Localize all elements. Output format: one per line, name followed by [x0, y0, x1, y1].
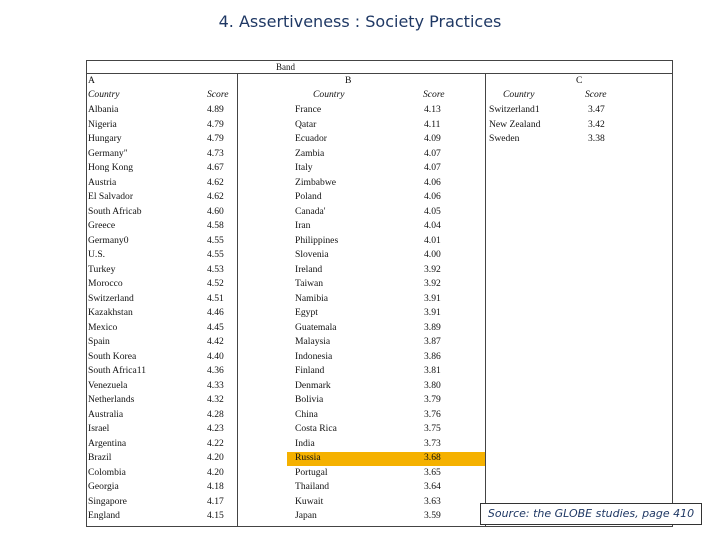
band-a-country-cell: Greece [88, 220, 116, 231]
band-a-score-cell: 4.89 [207, 104, 224, 115]
band-a-score-cell: 4.55 [207, 234, 224, 246]
band-b-country-cell: Egypt [295, 307, 318, 318]
band-b-country-cell: Taiwan [295, 278, 324, 289]
band-b-score-cell: 3.91 [424, 292, 441, 304]
band-a-score-cell: 4.20 [207, 466, 224, 478]
band-a-score-cell: 4.17 [207, 495, 224, 507]
band-a-score-cell: 4.73 [207, 147, 224, 159]
band-a-score-cell: 4.46 [207, 307, 224, 318]
band-a-score-cell: 4.58 [207, 220, 224, 231]
band-b-score-cell: 3.81 [424, 365, 441, 376]
band-b-country-cell: Malaysia [295, 336, 331, 347]
band-c-country-cell: New Zealand [489, 118, 541, 130]
band-b-country-cell: Costa Rica [295, 423, 337, 434]
band-b-score-cell: 3.59 [424, 510, 441, 521]
band-b-score-cell: 3.91 [424, 307, 441, 318]
source-note: Source: the GLOBE studies, page 410 [480, 503, 702, 525]
band-b-score-cell: 3.76 [424, 408, 441, 420]
band-a-score-cell: 4.79 [207, 118, 224, 130]
band-a-score-cell: 4.62 [207, 176, 224, 188]
band-a-score-cell: 4.79 [207, 133, 224, 144]
band-a-country-cell: Nigeria [88, 118, 117, 130]
band-a-score-cell: 4.33 [207, 379, 224, 391]
band-b-country-cell: Kuwait [295, 495, 324, 507]
band-b-score-cell: 3.63 [424, 495, 441, 507]
band-a-country-cell: Singapore [88, 495, 127, 507]
band-b-score-cell: 3.73 [424, 437, 441, 449]
band-a-country-cell: South Korea [88, 350, 137, 362]
band-a-country-cell: Argentina [88, 437, 127, 449]
band-b-country-cell: Guatemala [295, 321, 337, 333]
band-a-country-cell: Switzerland [88, 292, 134, 304]
band-b-score-cell: 3.65 [424, 466, 441, 478]
band-b-score-cell: 4.04 [424, 220, 441, 231]
band-a-country-cell: South Africab [88, 205, 142, 217]
band-a-score-cell: 4.40 [207, 350, 224, 362]
band-b-label: B [345, 75, 352, 86]
band-b-score-cell: 3.86 [424, 350, 441, 362]
band-a-country-cell: Albania [88, 104, 119, 115]
band-a-country-cell: Netherlands [88, 394, 135, 405]
band-b-country-cell: Poland [295, 191, 322, 202]
band-b-score-cell: 4.09 [424, 133, 441, 144]
band-c-score-cell: 3.42 [588, 118, 605, 130]
band-b-country-cell: Slovenia [295, 249, 329, 260]
band-a-score-cell: 4.53 [207, 263, 224, 275]
band-b-country-cell: Ecuador [295, 133, 327, 144]
band-a-score-header: Score [207, 89, 229, 100]
band-a-score-cell: 4.32 [207, 394, 224, 405]
band-b-country-header: Country [313, 89, 345, 100]
band-a-country-cell: Brazil [88, 452, 112, 463]
band-a-country-cell: El Salvador [88, 191, 134, 202]
band-a-country-cell: Hungary [88, 133, 122, 144]
band-a-score-cell: 4.60 [207, 205, 224, 217]
band-c-label: C [576, 75, 583, 86]
band-b-score-cell: 4.01 [424, 234, 441, 246]
band-c-score-header: Score [585, 89, 607, 100]
band-b-country-cell: Zimbabwe [295, 176, 337, 188]
band-a-score-cell: 4.28 [207, 408, 224, 420]
band-b-score-cell: 3.64 [424, 481, 441, 492]
band-a-score-cell: 4.42 [207, 336, 224, 347]
band-a-country-cell: Spain [88, 336, 110, 347]
band-a-country-cell: Kazakhstan [88, 307, 133, 318]
band-a-country-cell: Israel [88, 423, 110, 434]
band-b-country-cell: Indonesia [295, 350, 333, 362]
band-a-country-cell: Germany0 [88, 234, 129, 246]
band-a-score-cell: 4.36 [207, 365, 224, 376]
band-b-score-cell: 3.68 [424, 452, 441, 463]
band-b-score-cell: 4.07 [424, 147, 441, 159]
band-c-country-header: Country [503, 89, 535, 100]
band-b-country-cell: Denmark [295, 379, 331, 391]
band-a-score-cell: 4.52 [207, 278, 224, 289]
band-a-country-cell: Venezuela [88, 379, 128, 391]
band-b-country-cell: Bolivia [295, 394, 324, 405]
band-b-score-cell: 3.92 [424, 278, 441, 289]
band-a-country-cell: Georgia [88, 481, 119, 492]
band-b-score-cell: 3.79 [424, 394, 441, 405]
band-b-country-cell: Canada' [295, 205, 326, 217]
band-a-label: A [88, 75, 95, 86]
band-a-country-cell: U.S. [88, 249, 106, 260]
band-a-score-cell: 4.15 [207, 510, 224, 521]
band-a-score-cell: 4.67 [207, 162, 224, 173]
band-a-country-cell: Hong Kong [88, 162, 134, 173]
band-divider-ab [237, 74, 238, 527]
band-b-country-cell: Japan [295, 510, 317, 521]
band-b-score-cell: 3.75 [424, 423, 441, 434]
band-b-country-cell: Namibia [295, 292, 329, 304]
band-a-country-cell: Austria [88, 176, 117, 188]
band-b-score-cell: 4.07 [424, 162, 441, 173]
band-c-score-cell: 3.47 [588, 104, 605, 115]
page-title: 4. Assertiveness : Society Practices [218, 12, 502, 31]
band-header-row [86, 60, 673, 74]
band-label: Band [276, 62, 295, 72]
band-b-score-cell: 4.13 [424, 104, 441, 115]
band-a-country-cell: Australia [88, 408, 124, 420]
band-b-country-cell: Finland [295, 365, 325, 376]
band-a-country-cell: England [88, 510, 120, 521]
band-b-score-cell: 4.06 [424, 176, 441, 188]
band-b-country-cell: France [295, 104, 322, 115]
band-a-score-cell: 4.62 [207, 191, 224, 202]
band-b-score-cell: 4.00 [424, 249, 441, 260]
band-b-country-cell: Portugal [295, 466, 328, 478]
band-a-country-cell: Mexico [88, 321, 118, 333]
band-b-country-cell: Russia [295, 452, 321, 463]
band-b-score-cell: 4.05 [424, 205, 441, 217]
band-a-country-cell: Morocco [88, 278, 123, 289]
band-a-country-cell: Colombia [88, 466, 126, 478]
band-a-country-cell: Germany" [88, 147, 128, 159]
band-a-score-cell: 4.55 [207, 249, 224, 260]
band-a-score-cell: 4.22 [207, 437, 224, 449]
band-b-country-cell: China [295, 408, 318, 420]
band-b-country-cell: India [295, 437, 315, 449]
band-a-country-header: Country [88, 89, 120, 100]
band-b-score-cell: 3.87 [424, 336, 441, 347]
band-b-country-cell: Philippines [295, 234, 339, 246]
band-b-country-cell: Italy [295, 162, 313, 173]
band-a-country-cell: Turkey [88, 263, 116, 275]
band-divider-bc [485, 74, 486, 527]
band-c-country-cell: Sweden [489, 133, 520, 144]
band-b-score-header: Score [423, 89, 445, 100]
band-b-country-cell: Zambia [295, 147, 325, 159]
band-b-country-cell: Thailand [295, 481, 330, 492]
band-b-score-cell: 4.11 [424, 118, 441, 130]
band-c-score-cell: 3.38 [588, 133, 605, 144]
band-b-country-cell: Iran [295, 220, 311, 231]
band-b-country-cell: Qatar [295, 118, 317, 130]
band-c-country-cell: Switzerland1 [489, 104, 540, 115]
band-a-score-cell: 4.18 [207, 481, 224, 492]
band-b-country-cell: Ireland [295, 263, 323, 275]
band-b-score-cell: 4.06 [424, 191, 441, 202]
band-b-score-cell: 3.80 [424, 379, 441, 391]
band-b-score-cell: 3.92 [424, 263, 441, 275]
band-a-score-cell: 4.23 [207, 423, 224, 434]
band-a-country-cell: South Africa11 [88, 365, 146, 376]
band-b-score-cell: 3.89 [424, 321, 441, 333]
band-a-score-cell: 4.20 [207, 452, 224, 463]
band-a-score-cell: 4.45 [207, 321, 224, 333]
band-a-score-cell: 4.51 [207, 292, 224, 304]
